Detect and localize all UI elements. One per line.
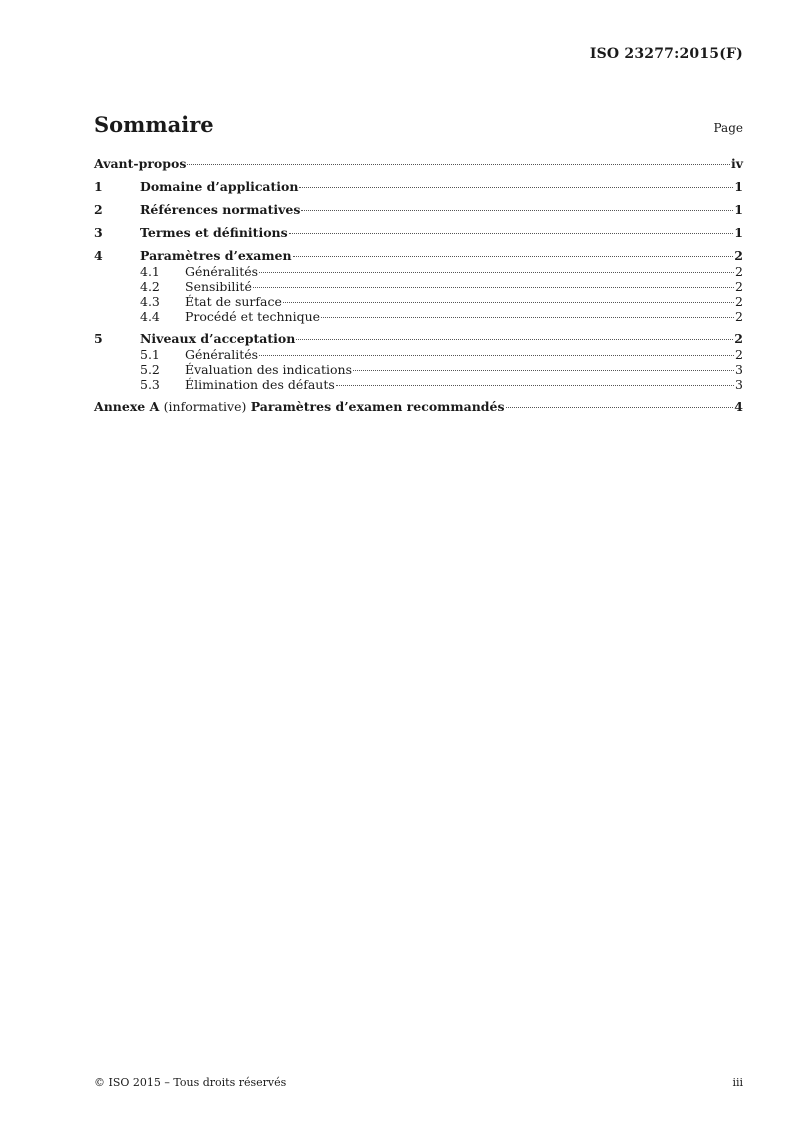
toc-entry-page: 3 xyxy=(735,377,743,392)
toc-entry-label: Références normatives xyxy=(140,202,301,217)
toc-subentry-4-3[interactable] xyxy=(94,294,743,309)
annex-prefix: Annexe A xyxy=(94,399,160,414)
toc-title: Sommaire xyxy=(94,112,214,137)
dot-leader xyxy=(299,187,733,188)
dot-leader xyxy=(353,370,734,371)
toc-entry-page: iv xyxy=(730,156,743,171)
toc-entry-number: 5.1 xyxy=(140,347,160,362)
toc-entry-annex-a[interactable] xyxy=(94,399,743,415)
toc-entry-page: 2 xyxy=(735,264,743,279)
dot-leader xyxy=(259,272,734,273)
toc-entry-label xyxy=(94,399,505,415)
toc-entry-foreword[interactable] xyxy=(94,156,743,172)
toc-subentry-5-1[interactable] xyxy=(94,347,743,362)
toc-entry-label: Termes et définitions xyxy=(140,225,288,240)
dot-leader xyxy=(289,233,734,234)
toc-entry-label: Niveaux d’acceptation xyxy=(140,331,296,346)
toc-entry-page: 3 xyxy=(735,362,743,377)
dot-leader xyxy=(296,339,733,340)
annex-qualifier: (informative) xyxy=(163,399,247,414)
toc-entry-number: 1 xyxy=(94,179,103,194)
toc-entry-label: Élimination des défauts xyxy=(185,377,335,392)
toc-subentry-4-2[interactable] xyxy=(94,279,743,294)
toc-subentry-4-1[interactable] xyxy=(94,264,743,279)
table-of-contents xyxy=(94,156,743,415)
toc-subentry-5-2[interactable] xyxy=(94,362,743,377)
toc-entry-label: État de surface xyxy=(185,294,282,309)
toc-entry-page: 1 xyxy=(734,179,743,194)
dot-leader xyxy=(283,302,734,303)
toc-entry-normative-references[interactable] xyxy=(94,202,743,218)
toc-entry-label: Domaine d’application xyxy=(140,179,299,194)
toc-entry-label: Sensibilité xyxy=(185,279,252,294)
toc-entry-page: 2 xyxy=(735,294,743,309)
dot-leader xyxy=(301,210,733,211)
dot-leader xyxy=(293,256,734,257)
toc-entry-acceptance-levels[interactable] xyxy=(94,331,743,347)
toc-entry-page: 2 xyxy=(735,347,743,362)
toc-entry-number: 4.3 xyxy=(140,294,160,309)
toc-entry-number: 4.4 xyxy=(140,309,160,324)
dot-leader xyxy=(321,317,734,318)
toc-entry-label: Procédé et technique xyxy=(185,309,321,324)
toc-entry-number: 2 xyxy=(94,202,103,217)
toc-entry-label: Généralités xyxy=(185,347,259,362)
toc-entry-number: 5.3 xyxy=(140,377,160,392)
toc-subentry-4-4[interactable] xyxy=(94,309,743,324)
toc-entry-number: 5.2 xyxy=(140,362,160,377)
toc-entry-page: 2 xyxy=(734,331,743,346)
toc-entry-number: 3 xyxy=(94,225,103,240)
toc-entry-page: 2 xyxy=(735,309,743,324)
toc-entry-label: Généralités xyxy=(185,264,259,279)
toc-entry-number: 4.1 xyxy=(140,264,160,279)
dot-leader xyxy=(253,287,734,288)
toc-entry-terms-definitions[interactable] xyxy=(94,225,743,241)
toc-entry-number: 4.2 xyxy=(140,279,160,294)
toc-entry-label: Avant-propos xyxy=(94,156,187,171)
toc-entry-scope[interactable] xyxy=(94,179,743,195)
dot-leader xyxy=(259,355,734,356)
toc-entry-examination-parameters[interactable] xyxy=(94,248,743,264)
toc-entry-page: 1 xyxy=(734,225,743,240)
page-number: iii xyxy=(732,1076,743,1089)
toc-entry-label: Paramètres d’examen xyxy=(140,248,292,263)
toc-entry-number: 4 xyxy=(94,248,103,263)
toc-entry-page: 4 xyxy=(734,399,743,414)
toc-entry-number: 5 xyxy=(94,331,103,346)
dot-leader xyxy=(187,164,730,165)
annex-title: Paramètres d’examen recommandés xyxy=(250,399,505,414)
toc-entry-page: 2 xyxy=(734,248,743,263)
toc-subentry-5-3[interactable] xyxy=(94,377,743,392)
dot-leader xyxy=(506,407,734,408)
toc-entry-label: Évaluation des indications xyxy=(185,362,353,377)
page-footer xyxy=(94,1076,743,1089)
toc-header xyxy=(94,112,743,137)
dot-leader xyxy=(336,385,734,386)
copyright-notice: © ISO 2015 – Tous droits réservés xyxy=(94,1076,287,1089)
toc-entry-page: 2 xyxy=(735,279,743,294)
document-id: ISO 23277:2015(F) xyxy=(589,46,743,62)
page-column-label: Page xyxy=(713,121,743,135)
toc-entry-page: 1 xyxy=(734,202,743,217)
